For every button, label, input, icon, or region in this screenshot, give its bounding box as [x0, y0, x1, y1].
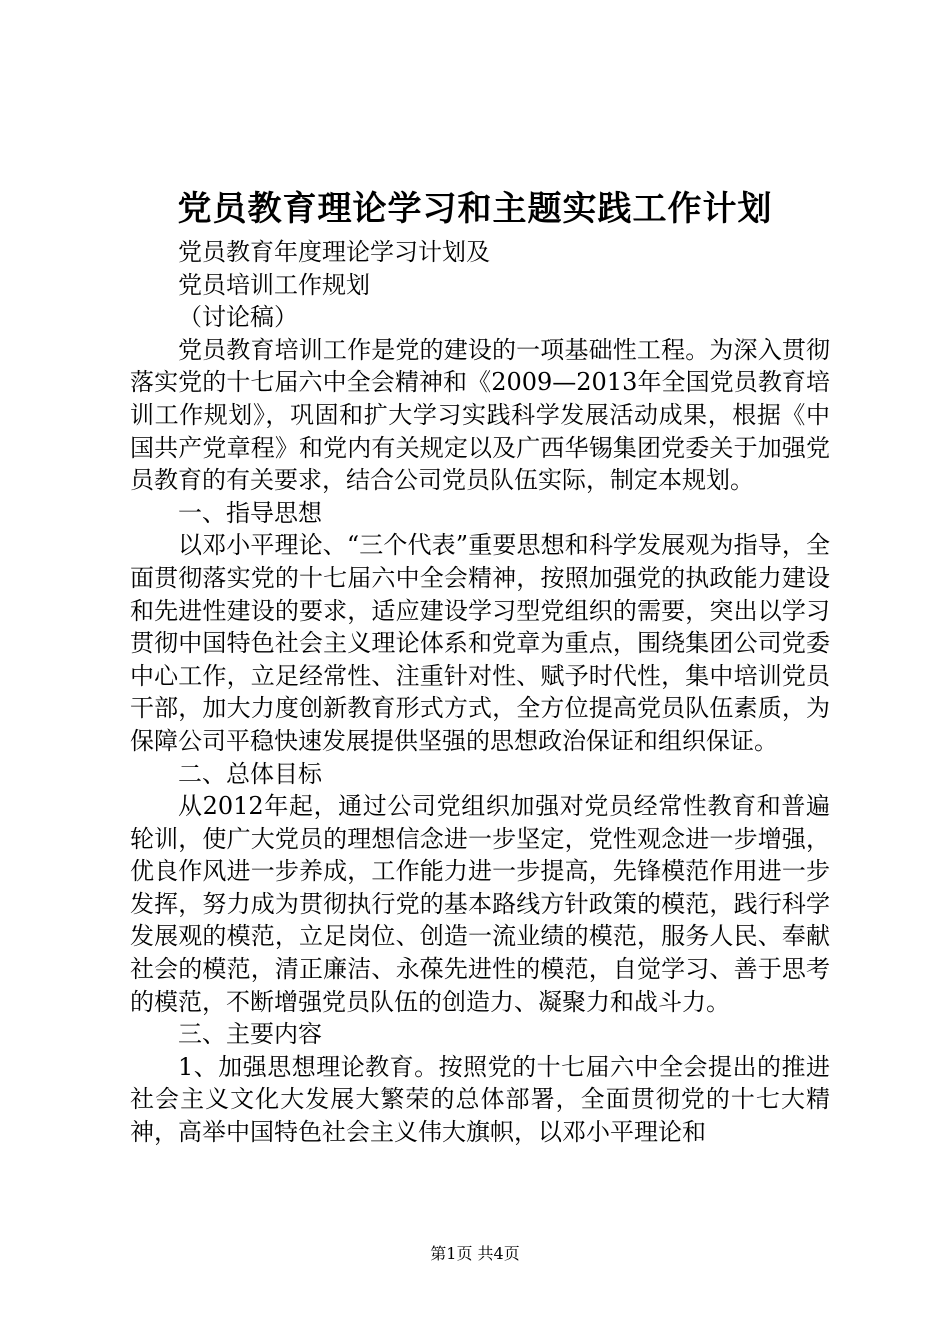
document-body	[130, 236, 830, 1149]
section-1-paragraph: 以邓小平理论、“三个代表”重要思想和科学发展观为指导，全面贯彻落实党的十七届六中全会精神，按照加强党的执政能力建设和先进性建设的要求，适应建设学习型党组织的需要，突出以学习贯彻中国特色社会主义理论体系和党章为重点，围绕集团公司党委中心工作，立足经常性、注重针对性、赋予时代性，集中培训党员干部，加大力度创新教育形式方式，全方位提高党员队伍素质，为保障公司平稳快速发展提供坚强的思想政治保证和组织保证。	[130, 531, 830, 755]
section-3-heading: 三、主要内容	[178, 1020, 322, 1049]
section-1-heading: 一、指导思想	[178, 498, 322, 527]
intro-paragraph: 党员教育培训工作是党的建设的一项基础性工程。为深入贯彻落实党的十七届六中全会精神和《2009—2013年全国党员教育培训工作规划》，巩固和扩大学习实践科学发展活动成果，根据《中国共产党章程》和党内有关规定以及广西华锡集团党委关于加强党员教育的有关要求，结合公司党员队伍实际，制定本规划。	[130, 335, 830, 495]
subtitle-line-1: 党员教育年度理论学习计划及	[178, 238, 490, 266]
section-2-paragraph: 从2012年起，通过公司党组织加强对党员经常性教育和普遍轮训，使广大党员的理想信念进一步坚定，党性观念进一步增强，优良作风进一步养成，工作能力进一步提高，先锋模范作用进一步发挥，努力成为贯彻执行党的基本路线方针政策的模范，践行科学发展观的模范，立足岗位、创造一流业绩的模范，服务人民、奉献社会的模范，清正廉洁、永葆先进性的模范，自觉学习、善于思考的模范，不断增强党员队伍的创造力、凝聚力和战斗力。	[130, 792, 830, 1016]
subtitle-line-2: 党员培训工作规划	[178, 270, 370, 299]
document-title: 党员教育理论学习和主题实践工作计划	[177, 189, 773, 229]
section-2-heading: 二、总体目标	[178, 759, 322, 788]
section-3-paragraph: 1、加强思想理论教育。按照党的十七届六中全会提出的推进社会主义文化大发展大繁荣的总体部署，全面贯彻党的十七大精神，高举中国特色社会主义伟大旗帜，以邓小平理论和	[130, 1052, 830, 1147]
page-footer: 第1页 共4页	[430, 1244, 520, 1263]
draft-note: （讨论稿）	[178, 303, 298, 332]
